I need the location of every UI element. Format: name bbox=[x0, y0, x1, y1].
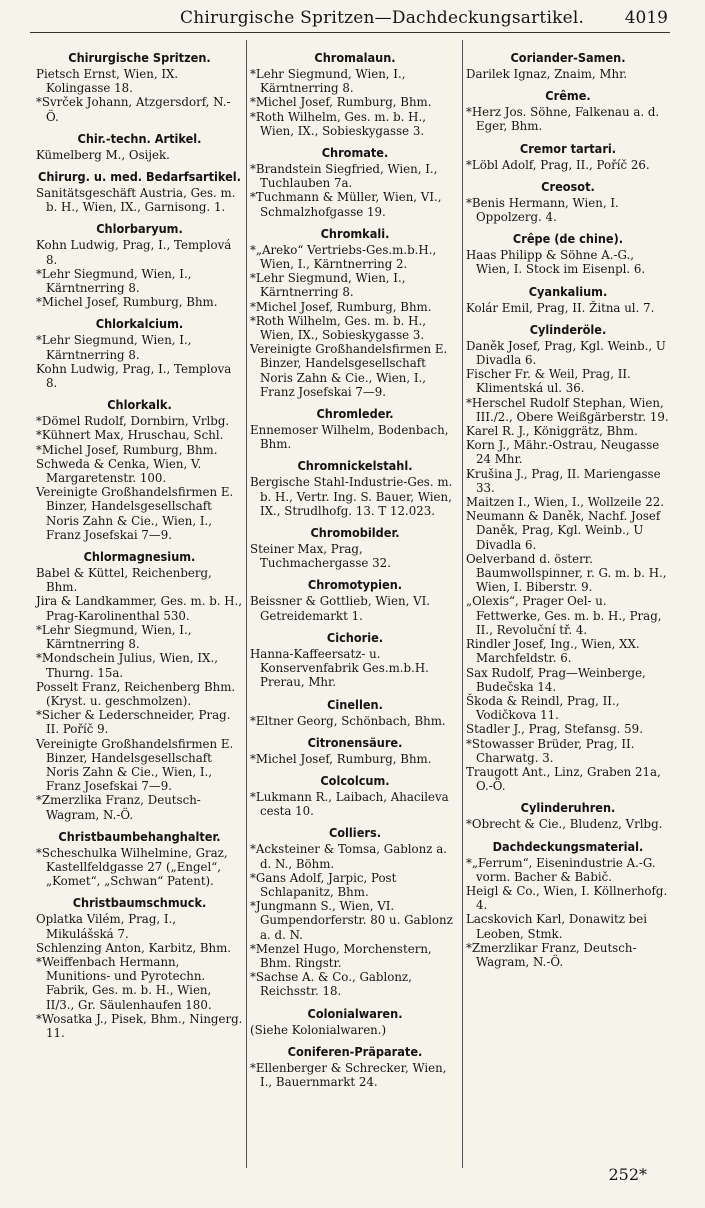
directory-entry: Kolár Emil, Prag, II. Žitna ul. 7. bbox=[466, 300, 655, 315]
category-section bbox=[466, 284, 670, 315]
directory-entry: *Michel Josef, Rumburg, Bhm. bbox=[36, 442, 218, 457]
directory-entry: *Sicher & Lederschneider, Prag. II. Poříč 9. bbox=[36, 708, 231, 737]
directory-entry: Krušina J., Prag, II. Mariengasse 33. bbox=[466, 466, 661, 495]
directory-entry: Korn J., Mähr.-Ostrau, Neugasse 24 Mhr. bbox=[466, 438, 660, 467]
category-section bbox=[36, 50, 243, 124]
page-header bbox=[30, 6, 670, 33]
directory-entry: Daněk Josef, Prag, Kgl. Weinb., U Divadla 6. bbox=[466, 338, 666, 368]
category-heading: Dachdeckungsmaterial. bbox=[492, 838, 644, 854]
column-3 bbox=[466, 50, 670, 976]
directory-entry: Steiner Max, Prag, Tuchmachergasse 32. bbox=[250, 542, 391, 571]
column-1 bbox=[36, 50, 243, 1047]
directory-entry: Kümelberg M., Osijek. bbox=[36, 147, 170, 162]
directory-entry: *Michel Josef, Rumburg, Bhm. bbox=[250, 299, 432, 314]
category-section bbox=[250, 630, 460, 690]
directory-entry: *Wosatka J., Pisek, Bhm., Ningerg. 11. bbox=[36, 1011, 243, 1040]
directory-entry: Darilek Ignaz, Znaim, Mhr. bbox=[466, 67, 628, 81]
category-heading: Cylinderöle. bbox=[529, 321, 607, 337]
directory-entry: Maitzen I., Wien, I., Wollzeile 22. bbox=[466, 495, 664, 510]
directory-entry: Oplatka Vilém, Prag, I., Mikulášská 7. bbox=[36, 912, 177, 941]
category-heading: Cremor tartari. bbox=[519, 140, 617, 156]
directory-entry: *Lukmann R., Laibach, Ahacileva cesta 10. bbox=[250, 789, 449, 819]
category-section bbox=[466, 141, 670, 172]
directory-entry: *Kühnert Max, Hruschau, Schl. bbox=[36, 428, 224, 443]
category-heading: Cichorie. bbox=[326, 629, 384, 645]
category-section bbox=[466, 50, 670, 81]
category-heading: Citronensäure. bbox=[307, 734, 403, 750]
directory-entry: Škoda & Reindl, Prag, II., Vodičkova 11. bbox=[466, 693, 620, 723]
category-heading: Cylinderuhren. bbox=[520, 800, 616, 816]
directory-entry: *Benis Hermann, Wien, I. Oppolzerg. 4. bbox=[466, 195, 619, 225]
directory-entry: Lacskovich Karl, Donawitz bei Leoben, Stmk. bbox=[466, 912, 648, 941]
category-section bbox=[36, 131, 243, 162]
category-heading: Colliers. bbox=[328, 825, 382, 841]
category-section bbox=[36, 316, 243, 390]
directory-entry: Hanna-Kaffeersatz- u. Konservenfabrik Ges.m.b.H. Prerau, Mhr. bbox=[250, 646, 429, 690]
directory-entry: *Herschel Rudolf Stephan, Wien, III./2., Obere Weißgärberstr. 19. bbox=[466, 395, 669, 424]
directory-entry: *„Ferrum“, Eisenindustrie A.-G. vorm. Bacher & Babič. bbox=[466, 855, 656, 884]
directory-entry: Posselt Franz, Reichenberg Bhm. (Kryst. u. geschmolzen). bbox=[36, 679, 236, 708]
category-heading: Chirurg. u. med. Bedarfsartikel. bbox=[38, 169, 241, 185]
category-section bbox=[250, 226, 460, 399]
column-divider bbox=[246, 40, 247, 1168]
category-heading: Cinellen. bbox=[327, 696, 383, 712]
directory-entry: Oelverband d. österr. Baumwollspinner, r. G. m. b. H., Wien, I. Biberstr. 9. bbox=[466, 551, 667, 595]
directory-entry: Schweda & Cenka, Wien, V. Margaretenstr. 100. bbox=[36, 456, 202, 486]
category-heading: Colonialwaren. bbox=[307, 1005, 403, 1021]
category-section bbox=[250, 458, 460, 518]
category-heading: Chromobilder. bbox=[310, 525, 400, 541]
category-section bbox=[466, 322, 670, 794]
sheet-signature: 252* bbox=[608, 1165, 647, 1184]
category-section bbox=[250, 735, 460, 766]
directory-entry: Traugott Ant., Linz, Graben 21a, O.-Ö. bbox=[466, 764, 661, 794]
category-heading: Chromkali. bbox=[320, 225, 390, 241]
category-section bbox=[36, 221, 243, 309]
directory-entry: Ennemoser Wilhelm, Bodenbach, Bhm. bbox=[250, 423, 449, 452]
directory-entry: Stadler J., Prag, Stefansg. 59. bbox=[466, 722, 643, 737]
category-heading: Chlorbaryum. bbox=[96, 221, 183, 237]
directory-entry: Karel R. J., Königgrätz, Bhm. bbox=[466, 424, 638, 439]
directory-entry: *Weiffenbach Hermann, Munitions- und Pyrotechn. Fabrik, Ges. m. b. H., Wien, II/3., Gr. Säulenhaufen 180. bbox=[36, 954, 212, 1012]
directory-entry: *Svrček Johann, Atzgersdorf, N.-Ö. bbox=[36, 95, 231, 124]
directory-entry: Beissner & Gottlieb, Wien, VI. Getreidemarkt 1. bbox=[250, 594, 431, 623]
directory-entry: *Lehr Siegmund, Wien, I., Kärntnerring 8. bbox=[36, 266, 192, 296]
directory-entry: *Stowasser Brüder, Prag, II. Charwatg. 3. bbox=[466, 736, 635, 765]
category-section bbox=[250, 50, 460, 138]
directory-entry: *Lehr Siegmund, Wien, I., Kärntnerring 8. bbox=[250, 271, 406, 300]
category-section bbox=[466, 179, 670, 224]
directory-entry: *Obrecht & Cie., Bludenz, Vrlbg. bbox=[466, 817, 663, 832]
directory-entry: Vereinigte Großhandelsfirmen E. Binzer, Handelsgesellschaft Noris Zahn & Cie., Wien, I., Franz Josefskai 7—9. bbox=[250, 342, 448, 399]
directory-entry: *Löbl Adolf, Prag, II., Poříč 26. bbox=[466, 157, 650, 172]
category-section bbox=[250, 145, 460, 219]
directory-entry: Sax Rudolf, Prag—Weinberge, Budečska 14. bbox=[466, 665, 646, 694]
category-heading: Chlorkalcium. bbox=[95, 316, 184, 332]
category-section bbox=[250, 697, 460, 728]
category-section bbox=[466, 800, 670, 831]
directory-entry: *Zmerzlika Franz, Deutsch-Wagram, N.-Ö. bbox=[36, 793, 201, 822]
directory-entry: Rindler Josef, Ing., Wien, XX. Marchfeldstr. 6. bbox=[466, 637, 640, 666]
directory-entry: *Scheschulka Wilhelmine, Graz, Kastellfeldgasse 27 („Engel“, „Komet“, „Schwan“ Patent). bbox=[36, 845, 228, 889]
category-section bbox=[250, 773, 460, 818]
directory-entry: *Mondschein Julius, Wien, IX., Thurng. 15a. bbox=[36, 651, 218, 680]
category-section bbox=[250, 1044, 460, 1089]
category-heading: Creosot. bbox=[541, 178, 595, 194]
directory-entry: Vereinigte Großhandelsfirmen E. Binzer, Handelsgesellschaft Noris Zahn & Cie., Wien, I., Franz Josefskai 7—9. bbox=[36, 485, 234, 542]
directory-entry: *Ellenberger & Schrecker, Wien, I., Bauernmarkt 24. bbox=[250, 1060, 447, 1089]
directory-entry: *Lehr Siegmund, Wien, I., Kärntnerring 8. bbox=[36, 333, 192, 362]
category-section bbox=[250, 406, 460, 451]
category-section bbox=[250, 577, 460, 622]
category-heading: Chromate. bbox=[321, 145, 389, 161]
directory-entry: Pietsch Ernst, Wien, IX. Kolingasse 18. bbox=[36, 67, 179, 96]
category-heading: Crêpe (de chine). bbox=[512, 231, 624, 247]
category-heading: Chlormagnesium. bbox=[83, 549, 196, 565]
directory-entry: *Roth Wilhelm, Ges. m. b. H., Wien, IX., Sobieskygasse 3. bbox=[250, 109, 426, 138]
directory-entry: Babel & Küttel, Reichenberg, Bhm. bbox=[36, 566, 212, 595]
directory-entry: Schlenzing Anton, Karbitz, Bhm. bbox=[36, 940, 232, 955]
category-section bbox=[36, 549, 243, 822]
directory-entry: Fischer Fr. & Weil, Prag, II. Klimentská ul. 36. bbox=[466, 367, 631, 396]
page-title: Chirurgische Spritzen—Dachdeckungsartikel. bbox=[180, 8, 585, 28]
directory-entry: *Brandstein Siegfried, Wien, I., Tuchlauben 7a. bbox=[250, 162, 438, 191]
category-heading: Chromleder. bbox=[316, 406, 394, 422]
category-heading: Chromotypien. bbox=[307, 577, 403, 593]
directory-entry: Kohn Ludwig, Prag, I., Templova 8. bbox=[36, 361, 232, 391]
directory-entry: *Sachse A. & Co., Gablonz, Reichsstr. 18. bbox=[250, 970, 412, 999]
category-section bbox=[250, 525, 460, 570]
directory-entry: *Jungmann S., Wien, VI. Gumpendorferstr. 80 u. Gablonz a. d. N. bbox=[250, 899, 453, 942]
category-section bbox=[36, 895, 243, 1040]
category-section bbox=[250, 825, 460, 998]
category-heading: Christbaumbehanghalter. bbox=[58, 828, 221, 844]
directory-entry: *Michel Josef, Rumburg, Bhm. bbox=[250, 95, 432, 110]
category-heading: Chlorkalk. bbox=[107, 397, 172, 413]
category-heading: Coniferen-Präparate. bbox=[287, 1043, 423, 1059]
directory-entry: *Herz Jos. Söhne, Falkenau a. d. Eger, Bhm. bbox=[466, 105, 660, 134]
category-heading: Chromalaun. bbox=[314, 50, 396, 65]
directory-entry: Neumann & Daněk, Nachf. Josef Daněk, Prag, Kgl. Weinb., U Divadla 6. bbox=[466, 509, 661, 552]
category-section bbox=[466, 231, 670, 276]
directory-entry: Heigl & Co., Wien, I. Köllnerhofg. 4. bbox=[466, 883, 668, 913]
page-number: 4019 bbox=[624, 8, 668, 28]
directory-entry: *Lehr Siegmund, Wien, I., Kärntnerring 8. bbox=[36, 622, 192, 652]
directory-entry: *Dömel Rudolf, Dornbirn, Vrlbg. bbox=[36, 414, 230, 429]
directory-entry: „Olexis“, Prager Oel- u. Fettwerke, Ges. m. b. H., Prag, II., Revoluční tř. 4. bbox=[466, 594, 662, 637]
category-section bbox=[466, 839, 670, 970]
directory-entry: *Gans Adolf, Jarpic, Post Schlapanitz, Bhm. bbox=[250, 870, 397, 899]
directory-entry: (Siehe Kolonialwaren.) bbox=[250, 1022, 387, 1037]
category-section bbox=[466, 88, 670, 133]
category-heading: Cyankalium. bbox=[528, 283, 608, 299]
category-heading: Chir.-techn. Artikel. bbox=[77, 130, 202, 146]
directory-entry: *Tuchmann & Müller, Wien, VI., Schmalzhofgasse 19. bbox=[250, 190, 442, 219]
directory-entry: *Eltner Georg, Schönbach, Bhm. bbox=[250, 713, 446, 728]
category-heading: Colcolcum. bbox=[320, 772, 390, 788]
directory-entry: Vereinigte Großhandelsfirmen E. Binzer, Handelsgesellschaft Noris Zahn & Cie., Wien, I., Franz Josefskai 7—9. bbox=[36, 736, 234, 794]
category-heading: Chromnickelstahl. bbox=[297, 458, 413, 474]
directory-entry: *Zmerzlikar Franz, Deutsch-Wagram, N.-Ö. bbox=[466, 940, 637, 969]
category-section bbox=[36, 169, 243, 214]
directory-entry: Jira & Landkammer, Ges. m. b. H., Prag-Karolinenthal 530. bbox=[36, 594, 243, 623]
category-section bbox=[36, 397, 243, 542]
directory-entry: *Michel Josef, Rumburg, Bhm. bbox=[250, 751, 432, 766]
category-heading: Crême. bbox=[545, 88, 591, 104]
category-heading: Christbaumschmuck. bbox=[72, 895, 207, 911]
directory-entry: Sanitätsgeschäft Austria, Ges. m. b. H., Wien, IX., Garnisong. 1. bbox=[36, 186, 236, 215]
category-heading: Coriander-Samen. bbox=[510, 50, 626, 65]
directory-entry: Haas Philipp & Söhne A.-G., Wien, I. Stock im Eisenpl. 6. bbox=[466, 248, 646, 277]
directory-entry: Kohn Ludwig, Prag, I., Templová 8. bbox=[36, 238, 232, 267]
directory-entry: *Michel Josef, Rumburg, Bhm. bbox=[36, 295, 218, 310]
directory-entry: Bergische Stahl-Industrie-Ges. m. b. H., Vertr. Ing. S. Bauer, Wien, IX., Strudlhofg. 13. T 12.023. bbox=[250, 475, 453, 518]
directory-entry: *Acksteiner & Tomsa, Gablonz a. d. N., Böhm. bbox=[250, 842, 447, 871]
directory-entry: *Roth Wilhelm, Ges. m. b. H., Wien, IX., Sobieskygasse 3. bbox=[250, 313, 426, 343]
category-section bbox=[250, 1006, 460, 1037]
directory-entry: *„Areko“ Vertriebs-Ges.m.b.H., Wien, I., Kärntnerring 2. bbox=[250, 242, 437, 272]
category-heading: Chirurgische Spritzen. bbox=[68, 50, 211, 65]
column-divider bbox=[462, 40, 463, 1168]
column-2 bbox=[250, 50, 460, 1096]
category-section bbox=[36, 829, 243, 889]
directory-entry: *Lehr Siegmund, Wien, I., Kärntnerring 8. bbox=[250, 67, 406, 96]
directory-entry: *Menzel Hugo, Morchenstern, Bhm. Ringstr. bbox=[250, 941, 432, 970]
